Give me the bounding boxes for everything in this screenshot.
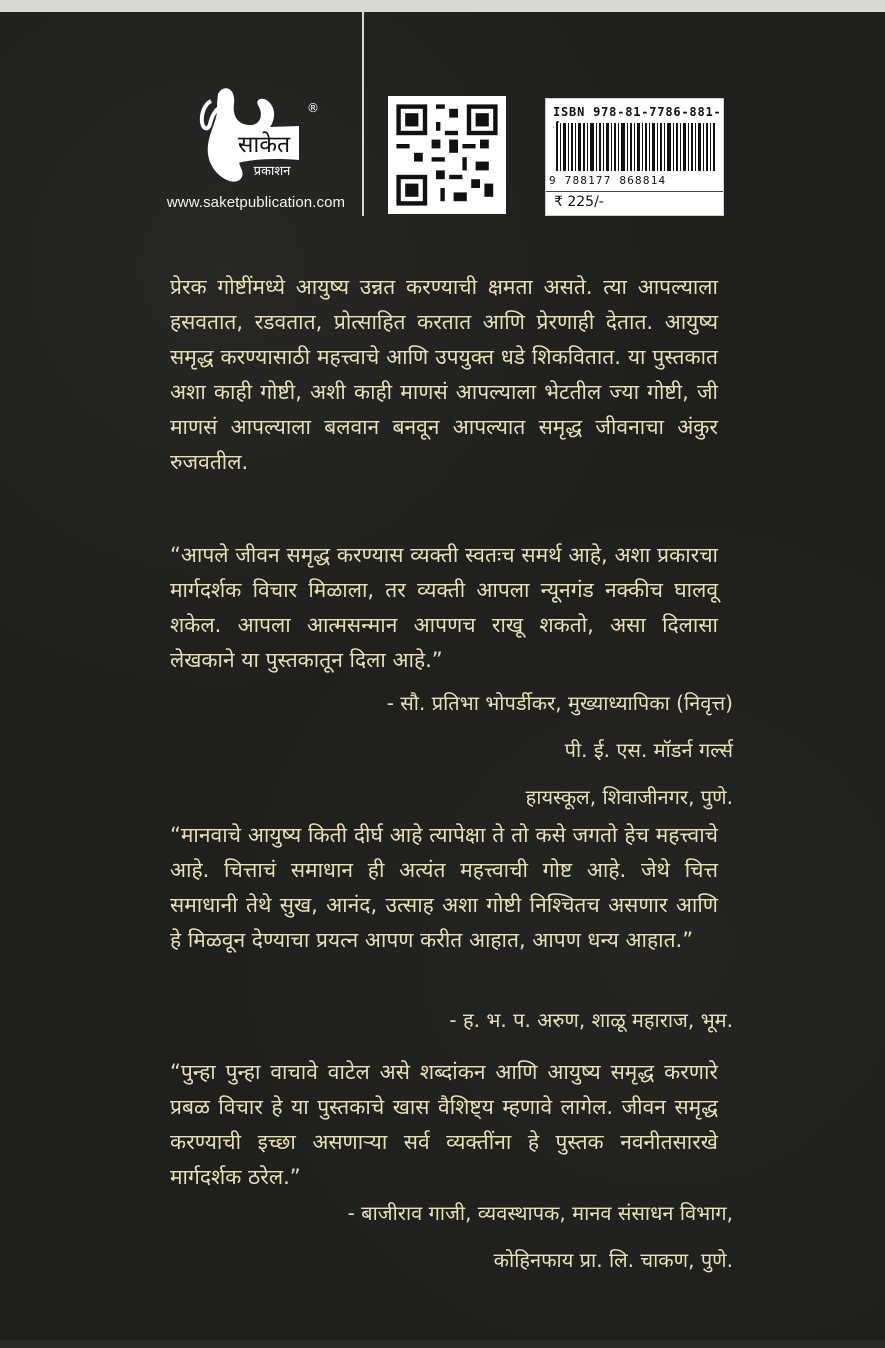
logo-subtext: प्रकाशन bbox=[253, 164, 291, 179]
logo-text: साकेत bbox=[237, 132, 291, 158]
quote-1-attribution-line-2: पी. ई. एस. मॉडर्न गर्ल्स bbox=[564, 738, 733, 762]
publisher-logo bbox=[188, 84, 338, 204]
qr-code bbox=[388, 96, 506, 214]
rabbit-logo-icon bbox=[188, 84, 338, 190]
barcode-digits: 9 788177 868814 bbox=[549, 174, 667, 187]
quote-3-attribution-line-2: कोहिनफाय प्रा. लि. चाकण, पुणे. bbox=[493, 1248, 733, 1272]
quote-3: “पुन्हा पुन्हा वाचावे वाटेल असे शब्दांकन आणि आयुष्य समृद्ध करणारे प्रबळ विचार हे या पुस्तकाचे खास वैशिष्ट्य म्हणावे लागेल. जीवन समृद्ध करण्याची इच्छा असणाऱ्या सर्व व्यक्तींना हे पुस्तक नवनीतसारखे मार्गदर्शक ठरेल.” bbox=[170, 1060, 718, 1189]
bottom-edge-strip bbox=[0, 1340, 885, 1348]
isbn-barcode-panel bbox=[545, 98, 724, 216]
price-divider bbox=[546, 191, 723, 192]
separator-line bbox=[362, 12, 364, 216]
quote-1-attribution-line-3: हायस्कूल, शिवाजीनगर, पुणे. bbox=[525, 785, 733, 809]
isbn-label: ISBN 978-81-7786-881- bbox=[553, 105, 722, 119]
qr-code-icon bbox=[392, 100, 502, 210]
publisher-website[interactable]: www.saketpublication.com bbox=[166, 194, 346, 211]
quote-2-attribution: - ह. भ. प. अरुण, शाळू महाराज, भूम. bbox=[449, 1008, 733, 1032]
quote-3-attribution-line-1: - बाजीराव गाजी, व्यवस्थापक, मानव संसाधन विभाग, bbox=[347, 1201, 733, 1225]
quote-1-attribution-line-1: - सौ. प्रतिभा भोपर्डीकर, मुख्याध्यापिका (निवृत्त) bbox=[386, 691, 733, 715]
price: ₹ 225/- bbox=[554, 194, 604, 210]
description-paragraph: प्रेरक गोष्टींमध्ये आयुष्य उन्नत करण्याची क्षमता असते. त्या आपल्याला हसवतात, रडवतात, प्रोत्साहित करतात आणि प्रेरणाही देतात. आयुष्य समृद्ध करण्यासाठी महत्त्वाचे आणि उपयुक्त धडे शिकवितात. या पुस्तकात अशा काही गोष्टी, अशी काही माणसं आपल्याला भेटतील ज्या गोष्टी, जी माणसं आपल्याला बलवान बनवून आपल्यात समृद्ध जीवनाचा अंकुर रुजवतील. bbox=[170, 275, 718, 474]
top-edge-strip bbox=[0, 0, 885, 12]
barcode-icon bbox=[554, 123, 716, 171]
registered-mark: ® bbox=[307, 101, 319, 115]
quote-1: “आपले जीवन समृद्ध करण्यास व्यक्ती स्वतःच समर्थ आहे, अशा प्रकारचा मार्गदर्शक विचार मिळाला, तर व्यक्ती आपला न्यूनगंड नक्कीच घालवू शकेल. आपला आत्मसन्मान आपणच राखू शकतो, असा दिलासा लेखकाने या पुस्तकातून दिला आहे.” bbox=[170, 543, 718, 672]
quote-2: “मानवाचे आयुष्य किती दीर्घ आहे त्यापेक्षा ते तो कसे जगतो हेच महत्त्वाचे आहे. चित्ताचं समाधान ही अत्यंत महत्त्वाची गोष्ट आहे. जेथे चित्त समाधानी तेथे सुख, आनंद, उत्साह अशा गोष्टी निश्चितच असणार आणि हे मिळवून देण्याचा प्रयत्न आपण करीत आहात, आपण धन्य आहात.” bbox=[170, 823, 718, 952]
